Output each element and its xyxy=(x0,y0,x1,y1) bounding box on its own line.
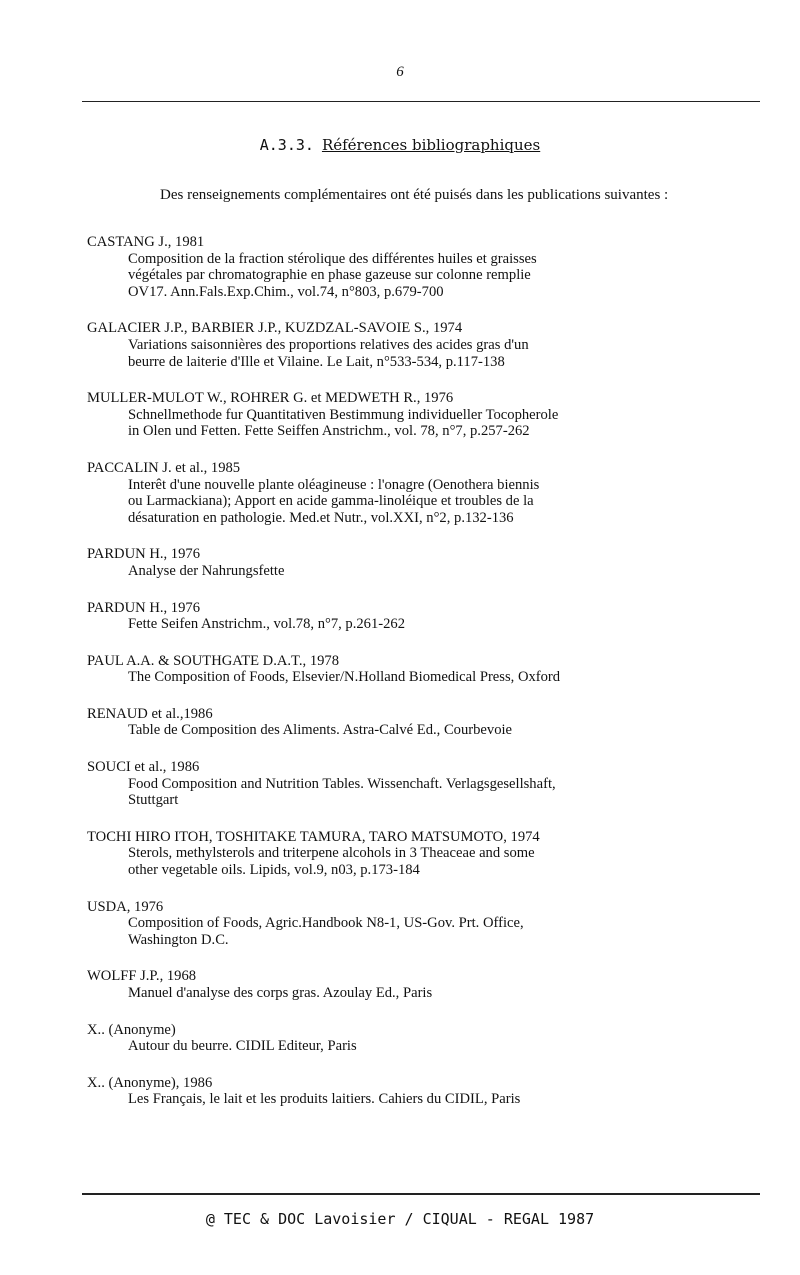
footer-rule xyxy=(82,1193,760,1195)
reference-line: Composition de la fraction stérolique des différentes huiles et graisses xyxy=(128,250,537,267)
reference-line: beurre de laiterie d'Ille et Vilaine. Le Lait, n°533-534, p.117-138 xyxy=(128,353,505,370)
reference-entry xyxy=(87,234,727,300)
reference-line: in Olen und Fetten. Fette Seiffen Anstrichm., vol. 78, n°7, p.257-262 xyxy=(128,423,530,440)
section-title: Références bibliographiques xyxy=(321,136,541,154)
reference-line: Manuel d'analyse des corps gras. Azoulay Ed., Paris xyxy=(128,985,433,1001)
reference-author-year: PARDUN H., 1976 xyxy=(87,546,200,563)
reference-line: The Composition of Foods, Elsevier/N.Holland Biomedical Press, Oxford xyxy=(128,669,561,686)
reference-details xyxy=(87,776,727,809)
reference-line: Variations saisonnières des proportions relatives des acides gras d'un xyxy=(128,336,529,353)
reference-author-year: X.. (Anonyme) xyxy=(87,1021,176,1038)
section-number: A.3.3. xyxy=(259,136,314,154)
reference-entry xyxy=(87,460,727,526)
reference-line: Analyse der Nahrungsfette xyxy=(128,562,285,579)
reference-author-year: X.. (Anonyme), 1986 xyxy=(87,1074,213,1091)
reference-entry xyxy=(87,653,727,686)
reference-line: Les Français, le lait et les produits laitiers. Cahiers du CIDIL, Paris xyxy=(128,1091,521,1108)
reference-line: Composition of Foods, Agric.Handbook N8-1, US-Gov. Prt. Office, xyxy=(128,915,524,932)
footer-copyright: @ TEC & DOC Lavoisier / CIQUAL - REGAL 1987 xyxy=(205,1210,595,1228)
reference-author-year: PAUL A.A. & SOUTHGATE D.A.T., 1978 xyxy=(87,652,340,669)
reference-entry xyxy=(87,829,727,879)
reference-entry xyxy=(87,968,727,1001)
reference-details xyxy=(87,669,727,686)
reference-details xyxy=(87,845,727,878)
reference-entry xyxy=(87,706,727,739)
reference-line: végétales par chromatographie en phase gazeuse sur colonne remplie xyxy=(128,267,531,284)
reference-details xyxy=(87,915,727,948)
reference-line: Table de Composition des Aliments. Astra-Calvé Ed., Courbevoie xyxy=(128,722,513,739)
reference-entry xyxy=(87,600,727,633)
reference-author-year: PACCALIN J. et al., 1985 xyxy=(87,459,241,476)
intro-paragraph: Des renseignements complémentaires ont été puisés dans les publications suivantes : xyxy=(160,187,669,203)
page-number: 6 xyxy=(396,64,404,80)
reference-line: OV17. Ann.Fals.Exp.Chim., vol.74, n°803, p.679-700 xyxy=(128,283,444,300)
reference-entry xyxy=(87,390,727,440)
reference-line: Washington D.C. xyxy=(128,931,229,948)
reference-line: désaturation en pathologie. Med.et Nutr., vol.XXI, n°2, p.132-136 xyxy=(128,509,514,526)
reference-author-year: MULLER-MULOT W., ROHRER G. et MEDWETH R., 1976 xyxy=(87,390,454,407)
section-heading xyxy=(0,136,800,154)
reference-details xyxy=(87,1038,727,1055)
reference-entry xyxy=(87,1075,727,1108)
reference-details xyxy=(87,337,727,370)
reference-author-year: GALACIER J.P., BARBIER J.P., KUZDZAL-SAVOIE S., 1974 xyxy=(87,320,463,337)
reference-line: Interêt d'une nouvelle plante oléagineuse : l'onagre (Oenothera biennis xyxy=(128,476,540,493)
reference-entry xyxy=(87,546,727,579)
reference-author-year: USDA, 1976 xyxy=(87,898,164,915)
reference-author-year: SOUCI et al., 1986 xyxy=(87,759,200,776)
reference-author-year: RENAUD et al.,1986 xyxy=(87,705,213,722)
reference-details xyxy=(87,1091,727,1108)
reference-line: Stuttgart xyxy=(128,792,179,809)
reference-entry xyxy=(87,899,727,949)
reference-entry xyxy=(87,320,727,370)
reference-author-year: TOCHI HIRO ITOH, TOSHITAKE TAMURA, TARO MATSUMOTO, 1974 xyxy=(87,828,540,845)
reference-details xyxy=(87,251,727,301)
reference-author-year: WOLFF J.P., 1968 xyxy=(87,968,197,985)
reference-line: Food Composition and Nutrition Tables. Wissenchaft. Verlagsgesellshaft, xyxy=(128,775,556,792)
reference-author-year: PARDUN H., 1976 xyxy=(87,599,200,616)
reference-line: Fette Seifen Anstrichm., vol.78, n°7, p.261-262 xyxy=(128,616,406,633)
reference-author-year: CASTANG J., 1981 xyxy=(87,234,205,250)
reference-line: Sterols, methylsterols and triterpene alcohols in 3 Theaceae and some xyxy=(128,845,535,862)
reference-details xyxy=(87,616,727,633)
header-rule xyxy=(82,101,760,102)
reference-line: other vegetable oils. Lipids, vol.9, n03, p.173-184 xyxy=(128,862,420,879)
reference-details xyxy=(87,563,727,580)
reference-entry xyxy=(87,1022,727,1055)
reference-line: Schnellmethode fur Quantitativen Bestimmung individueller Tocopherole xyxy=(128,406,559,423)
reference-list xyxy=(87,234,727,1128)
reference-details xyxy=(87,722,727,739)
reference-line: Autour du beurre. CIDIL Editeur, Paris xyxy=(128,1038,357,1055)
reference-details xyxy=(87,985,727,1002)
reference-details xyxy=(87,407,727,440)
reference-details xyxy=(87,477,727,527)
reference-entry xyxy=(87,759,727,809)
reference-line: ou Larmackiana); Apport en acide gamma-linoléique et troubles de la xyxy=(128,493,534,510)
